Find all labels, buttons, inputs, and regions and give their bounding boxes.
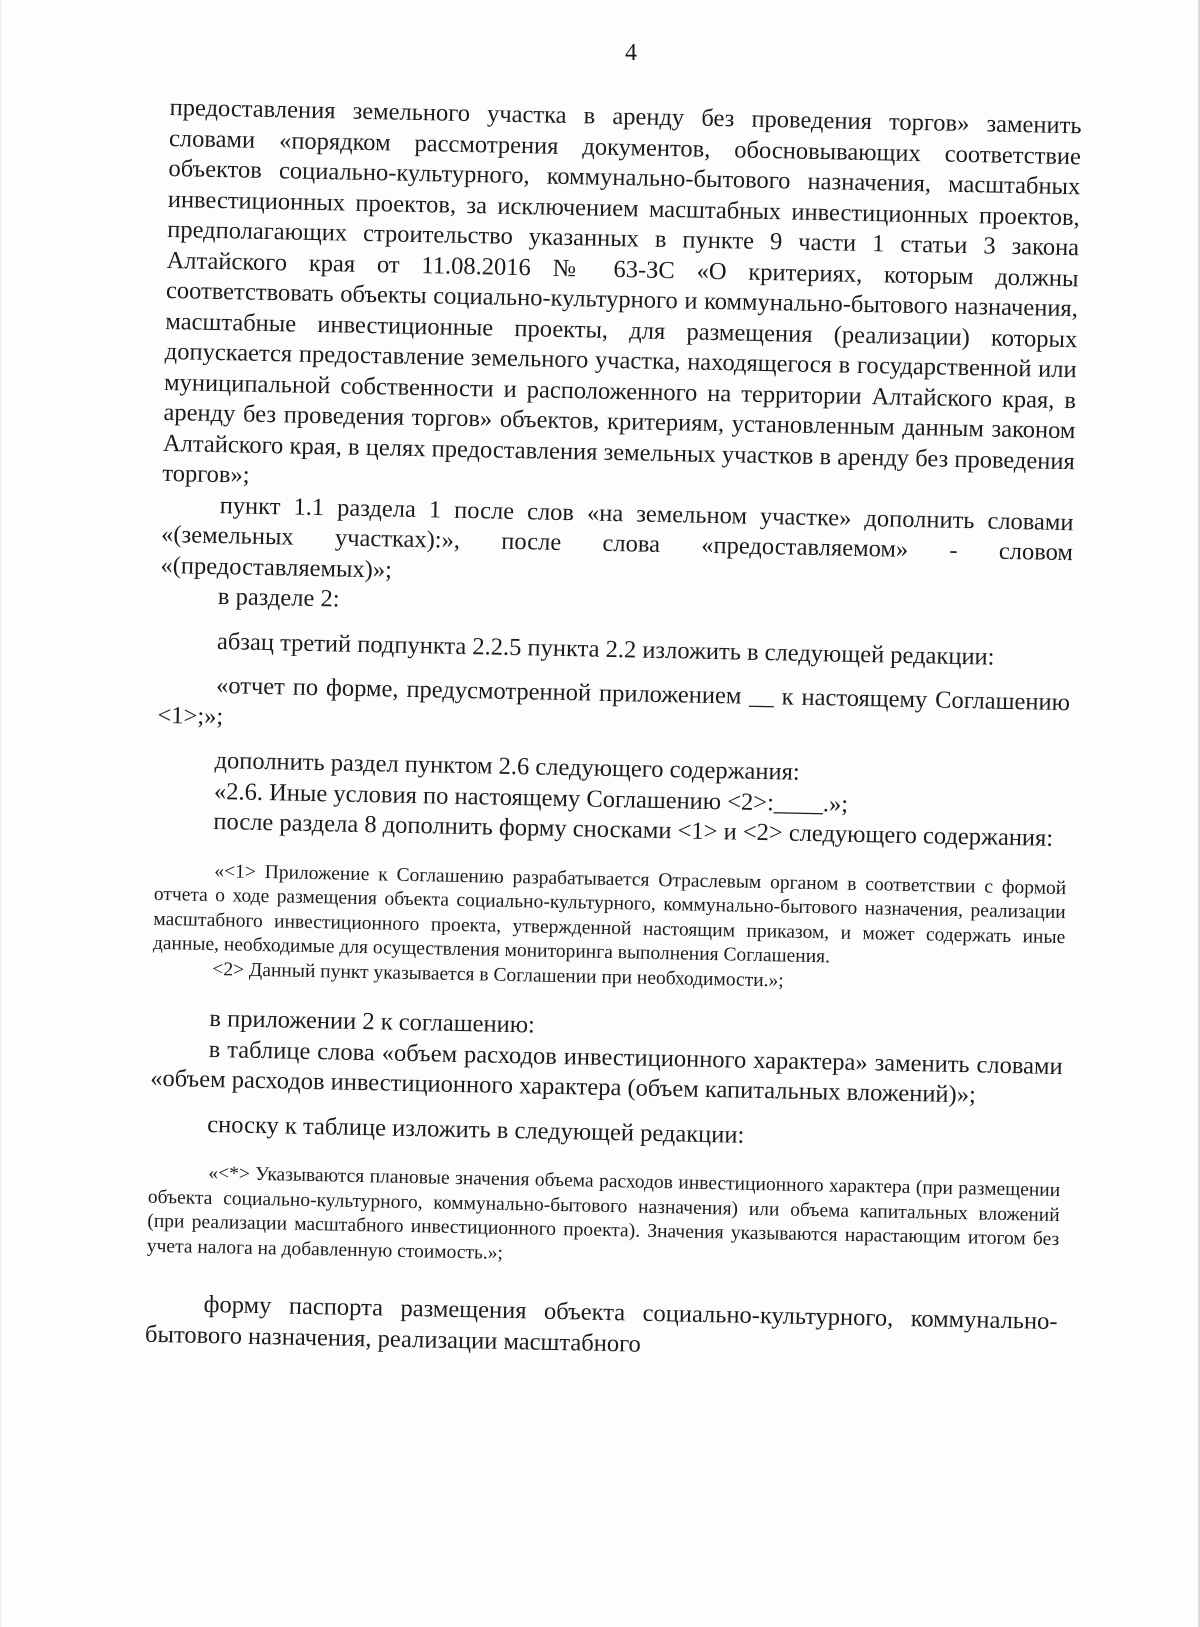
paragraph: предоставления земельного участка в аренду без проведения торгов» заменить словами «порядком рассмотрения документов, обосновывающих соответствие объектов социально-культурного, коммунально-бытового назначения, масштабных инвестиционных проектов, за исключением масштабных инвестиционных проектов, предполагающих строительство указанных в пункте 9 части 1 статьи 3 закона Алтайского края от 11.08.2016 № 63-ЗС «О критериях, которым должны соответствовать объекты социально-культурного и коммунально-бытового назначения, масштабные инвестиционные проекты, для размещения (реализации) которых допускается предоставление земельного участка, находящегося в государственной или муниципальной собственности и расположенного на территории Алтайского края, в аренду без проведения торгов» объектов, критериям, установленным данным законом Алтайского края, в целях предоставления земельных участков в аренду без проведения торгов»; (162, 93, 1082, 489)
paragraph: пункт 1.1 раздела 1 после слов «на земельном участке» дополнить словами «(земельных участках):», после слова «предоставляемом» - словом «(предоставляемых)»; (160, 491, 1074, 584)
footnote: «<*> Указываются плановые значения объема расходов инвестиционного характера (при размещении объекта социально-культурного, коммунально-бытового назначения) или объема капитальных вложений (при реализации масштабного инвестиционного проекта). Значения указываются нарастающим итогом без учета налога на добавленную стоимость.»; (146, 1162, 1061, 1264)
page-number: 4 (625, 40, 637, 66)
paragraph: «2.6. Иные условия по настоящему Соглашению <2>:____.»; (213, 777, 849, 818)
document-body (145, 93, 1082, 1368)
footnote: <2> Данный пункт указывается в Соглашении при необходимости.»; (212, 958, 784, 991)
paragraph: абзац третий подпункта 2.2.5 пункта 2.2 изложить в следующей редакции: (216, 627, 995, 671)
paragraph: после раздела 8 дополнить форму сносками <1> и <2> следующего содержания: (213, 808, 1054, 852)
paragraph: дополнить раздел пунктом 2.6 следующего содержания: (214, 747, 800, 786)
paragraph: в таблице слова «объем расходов инвестиционного характера» заменить словами «объем расходов инвестиционного характера (объем капитальных вложений)»; (149, 1035, 1063, 1109)
paragraph: «отчет по форме, предусмотренной приложением __ к настоящему Соглашению <1>;»; (157, 672, 1071, 730)
footnote: «<1> Приложение к Соглашению разрабатывается Отраслевым органом в соответствии с формой отчета о ходе размещения объекта социально-культурного, коммунально-бытового назначения, реализации масштабного инвестиционного проекта, утвержденной настоящим приказом, и может содержать иные данные, необходимые для осуществления мониторинга выполнения Соглашения. (152, 860, 1067, 968)
paragraph: сноску к таблице изложить в следующей редакции: (207, 1110, 745, 1149)
paragraph: в разделе 2: (217, 583, 340, 613)
paragraph: форму паспорта размещения объекта социально-культурного, коммунально-бытового назначения, реализации масштабного (144, 1290, 1058, 1358)
paragraph: в приложении 2 к соглашению: (209, 1004, 536, 1039)
